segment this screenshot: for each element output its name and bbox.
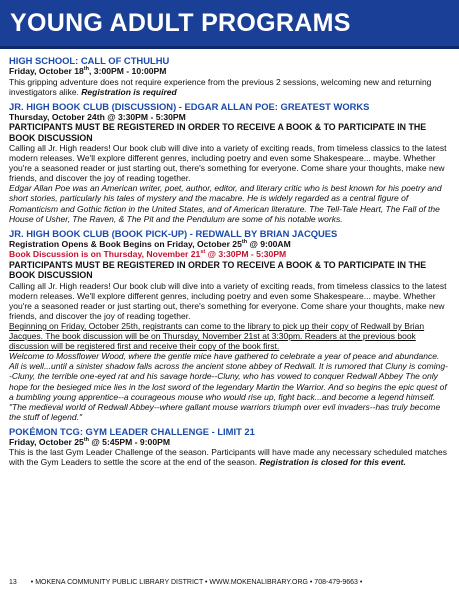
event-description: This is the last Gym Leader Challenge of the season. Participants will have made any necessary scheduled matches with the Gym Leaders to settle the score at the end of the season. Registration is closed for this event. — [9, 447, 447, 468]
section-poe-book-club — [9, 101, 450, 224]
event-description: Calling all Jr. High readers! Our book club will dive into a variety of exciting reads, from timeless classics to the latest modern releases. We'll explore different genres, including poetry and even some Shakespeare... maybe. Whether you're a seasoned reader or just starting out, there's something for everyone. Come share your thoughts, make new friends, and discover the joy of reading together. — [9, 280, 447, 321]
section-pokemon-tcg — [9, 426, 450, 468]
section-title: HIGH SCHOOL: CALL OF CTHULHU — [9, 55, 170, 66]
banner-title: YOUNG ADULT PROGRAMS — [10, 8, 351, 37]
content — [0, 49, 459, 468]
section-call-of-cthulhu — [9, 55, 450, 97]
footer-text: • MOKENA COMMUNITY PUBLIC LIBRARY DISTRICT • WWW.MOKENALIBRARY.ORG • 708-479-9663 • — [30, 579, 363, 586]
discussion-date: Book Discussion is on Thursday, November 21st @ 3:30PM - 5:30PM — [9, 249, 287, 260]
event-description: Calling all Jr. High readers! Our book club will dive into a variety of exciting reads, from timeless classics to the latest modern releases. We'll explore different genres, including poetry and even some Shakespeare... maybe. Whether you're a seasoned reader or just starting out, there's something for everyone. Come share your thoughts, make new friends, and discover the joy of reading together. — [9, 143, 447, 184]
registration-note: Registration is closed for this event. — [259, 457, 406, 468]
event-date: Friday, October 25th @ 5:45PM - 9:00PM — [9, 436, 171, 447]
book-description: Welcome to Mossflower Wood, where the gentle mice have gathered to celebrate a year of peace and abundance. All is well...until a sinister shadow falls across the ancient stone abbey of Redwall. It is rumored that Cluny is coming--Cluny, the terrible one-eyed rat and his savage horde--Cluny, who has vowed to conquer Redwall Abbey The only hope for the besieged mice lies in the lost sword of the legendary Martin the Warrior. And so begins the epic quest of a bumbling young apprentice--a courageous mouse who would rise up, fight back...and become a legend himself. "The medieval world of Redwall Abbey--where gallant mouse warriors triumph over evil invaders--has truly become the stuff of legend." — [9, 351, 448, 422]
pickup-details: Beginning on Friday, October 25th, registrants can come to the library to pick up their copy of Redwall by Brian Jacques. The book discussion will be on Thursday, November 21st at 3:30pm. Readers at the previous book discussion will be registered first and receive their copy of the book first. — [9, 320, 425, 352]
registration-note: Registration is required — [81, 86, 177, 97]
section-redwall-book-club — [9, 228, 450, 422]
event-date: Thursday, October 24th @ 3:30PM - 5:30PM — [9, 111, 186, 122]
registration-requirement: PARTICIPANTS MUST BE REGISTERED IN ORDER TO RECEIVE A BOOK & TO PARTICIPATE IN THE BOOK DISCUSSION — [9, 259, 427, 281]
registration-requirement: PARTICIPANTS MUST BE REGISTERED IN ORDER TO RECEIVE A BOOK & TO PARTICIPATE IN THE BOOK DISCUSSION — [9, 122, 427, 143]
footer — [9, 579, 450, 586]
section-title: JR. HIGH BOOK CLUB (DISCUSSION) - EDGAR ALLAN POE: GREATEST WORKS — [9, 100, 370, 112]
event-date: Friday, October 18th, 3:00PM - 10:00PM — [9, 66, 167, 76]
book-description: Edgar Allan Poe was an American writer, poet, author, editor, and literary critic who is best known for his poetry and short stories, particularly his tales of mystery and the macabre. He is widely regarded as a central figure of Romanticism and Gothic fiction in the United States, and of American literature. The Tell-Tale Heart, The Fall of the House of Usher, The Raven, & The Pit and the Pendulum are some of his notable works. — [9, 183, 442, 224]
section-title: POKÉMON TCG: GYM LEADER CHALLENGE - LIMIT 21 — [9, 425, 255, 437]
section-title: JR. HIGH BOOK CLUB (BOOK PICK-UP) - REDWALL BY BRIAN JACQUES — [9, 227, 338, 239]
banner — [0, 0, 459, 49]
event-description: This gripping adventure does not require experience from the previous 2 sessions, welcoming new and returning investigators alike. Registration is required — [9, 76, 432, 97]
event-date: Registration Opens & Book Begins on Friday, October 25th @ 9:00AM — [9, 238, 291, 249]
page-number: 13 — [9, 579, 17, 586]
